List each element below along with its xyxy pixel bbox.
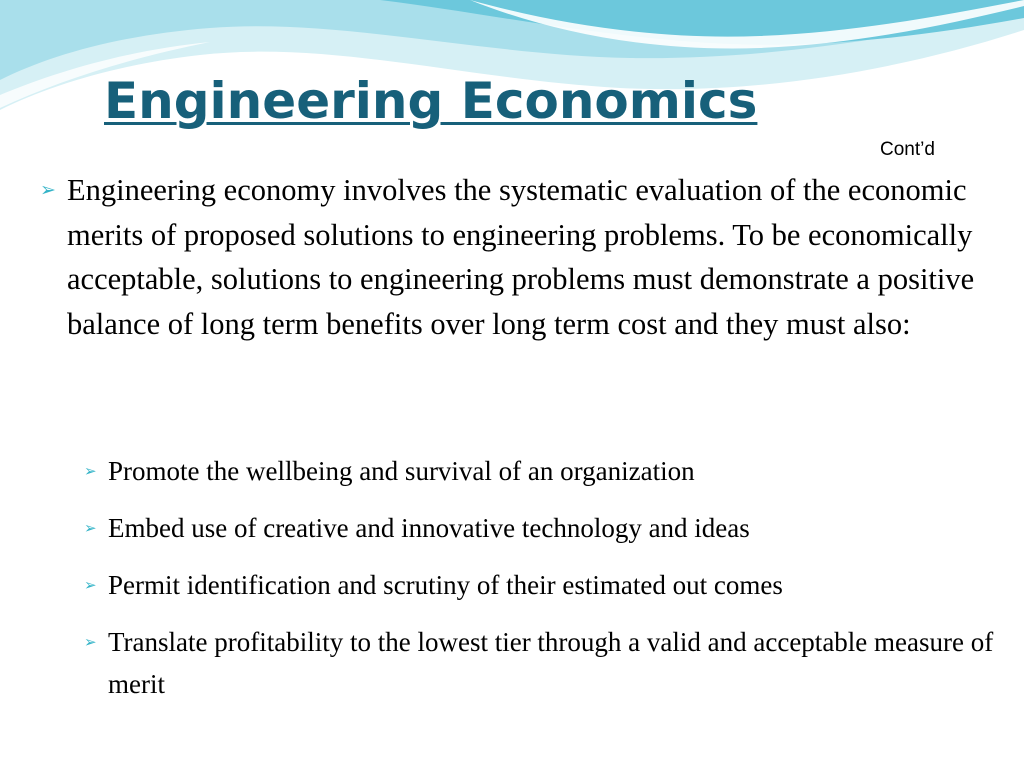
sub-bullet-text: Embed use of creative and innovative technology and ideas <box>108 513 750 543</box>
arrow-bullet-icon: ➢ <box>84 519 97 537</box>
arrow-bullet-icon: ➢ <box>84 633 97 651</box>
sub-bullet-text: Permit identification and scrutiny of their estimated out comes <box>108 570 783 600</box>
sub-bullet-item <box>84 564 1014 606</box>
main-bullet <box>40 168 1010 346</box>
main-bullet-text: Engineering economy involves the systematic evaluation of the economic merits of proposed solutions to engineering problems. To be economically acceptable, solutions to engineering problems must demonstrate a positive balance of long term benefits over long term cost and they must also: <box>67 173 975 341</box>
arrow-bullet-icon: ➢ <box>40 179 56 201</box>
sub-bullet-text: Translate profitability to the lowest tier through a valid and acceptable measure of merit <box>108 627 994 699</box>
sub-bullet-list <box>84 450 1014 720</box>
sub-bullet-text: Promote the wellbeing and survival of an organization <box>108 456 695 486</box>
arrow-bullet-icon: ➢ <box>84 462 97 480</box>
sub-bullet-item <box>84 507 1014 549</box>
continued-note: Cont’d <box>880 139 935 160</box>
slide-title: Engineering Economics <box>104 72 758 130</box>
arrow-bullet-icon: ➢ <box>84 576 97 594</box>
sub-bullet-item <box>84 621 1014 705</box>
sub-bullet-item <box>84 450 1014 492</box>
